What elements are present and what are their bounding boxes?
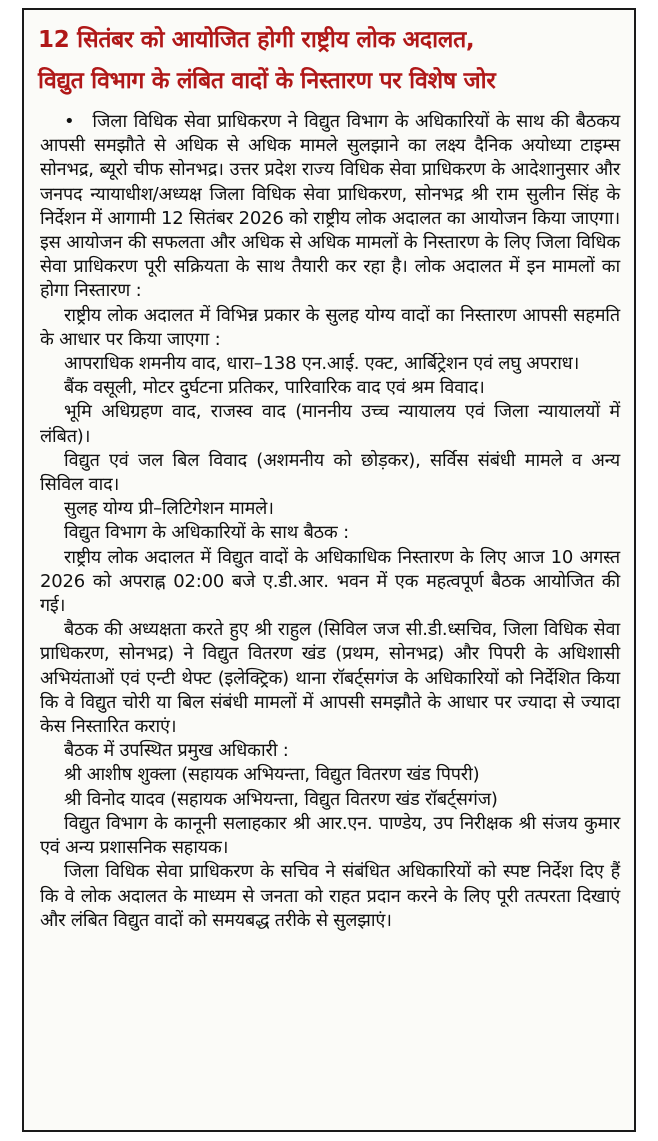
paragraph: भूमि अधिग्रहण वाद, राजस्व वाद (माननीय उच्च न्यायालय एवं जिला न्यायालयों में लंबित)। [40,401,620,447]
paragraph [40,110,620,304]
paragraph: विद्युत विभाग के अधिकारियों के साथ बैठक : [64,522,349,544]
article-body [24,106,634,933]
paragraph: बैठक में उपस्थित प्रमुख अधिकारी : [64,740,289,762]
paragraph: आपराधिक शमनीय वाद, धारा–138 एन.आई. एक्ट, आर्बिट्रेशन एवं लघु अपराध। [64,353,580,375]
paragraph: बैठक की अध्यक्षता करते हुए श्री राहुल (सिविल जज सी.डी.ध्सचिव, जिला विधिक सेवा प्राधिकरण, सोनभद्र) ने विद्युत वितरण खंड (प्रथम, सोनभद्र) और पिपरी के अधिशासी अभियंताओं एवं एन्टी थेफ्ट (इलेक्ट्रिक) थाना रॉबर्ट्सगंज के अधिकारियों को निर्देशित किया कि वे विद्युत चोरी या बिल संबंधी मामलों में आपसी समझौते के आधार पर ज्यादा से ज्यादा केस निस्तारित कराएं। [40,619,620,738]
paragraph: जिला विधिक सेवा प्राधिकरण के सचिव ने संबंधित अधिकारियों को स्पष्ट निर्देश दिए हैं कि वे लोक अदालत के माध्यम से जनता को राहत प्रदान करने के लिए पूरी तत्परता दिखाएं और लंबित विद्युत वादों को समयबद्ध तरीके से सुलझाएं। [40,861,620,931]
paragraph: राष्ट्रीय लोक अदालत में विभिन्न प्रकार के सुलह योग्य वादों का निस्तारण आपसी सहमति के आधार पर किया जाएगा : [40,304,620,350]
news-clipping [22,8,636,1132]
bullet: • [64,111,75,132]
paragraph: सुलह योग्य प्री–लिटिगेशन मामले। [64,498,274,520]
paragraph: श्री विनोद यादव (सहायक अभियन्ता, विद्युत वितरण खंड रॉबर्ट्सगंज) [64,788,498,810]
paragraph: विद्युत एवं जल बिल विवाद (अशमनीय को छोड़कर), सर्विस संबंधी मामले व अन्य सिविल वाद। [40,449,620,496]
paragraph-text: जिला विधिक सेवा प्राधिकरण ने विद्युत विभाग के अधिकारियों के साथ की बैठकय आपसी समझौते से अधिक से अधिक मामले सुलझाने का लक्ष्य दैनिक अयोध्या टाइम्स सोनभद्र, ब्यूरो चीफ सोनभद्र। उत्तर प्रदेश राज्य विधिक सेवा प्राधिकरण के आदेशानुसार और जनपद न्यायाधीश/अध्यक्ष जिला विधिक सेवा प्राधिकरण, सोनभद्र श्री राम सुलीन सिंह के निर्देशन में आगामी 12 सितंबर 2026 को राष्ट्रीय लोक अदालत का आयोजन किया जाएगा। इस आयोजन की सफलता और अधिक से अधिक मामलों के निस्तारण के लिए जिला विधिक सेवा प्राधिकरण पूरी सक्रियता के साथ तैयारी कर रहा है। लोक अदालत में इन मामलों का होगा निस्तारण : [40,111,620,302]
paragraph: श्री आशीष शुक्ला (सहायक अभियन्ता, विद्युत वितरण खंड पिपरी) [64,764,480,786]
headline [24,10,634,106]
paragraph: राष्ट्रीय लोक अदालत में विद्युत वादों के अधिकाधिक निस्तारण के लिए आज 10 अगस्त 2026 को अपराह्न 02:00 बजे ए.डी.आर. भवन में एक महत्वपूर्ण बैठक आयोजित की गई। [40,546,620,617]
paragraph: बैंक वसूली, मोटर दुर्घटना प्रतिकर, पारिवारिक वाद एवं श्रम विवाद। [64,377,485,399]
headline-line-2: विद्युत विभाग के लंबित वादों के निस्तारण पर विशेष जोर [38,68,496,94]
headline-line-1: 12 सितंबर को आयोजित होगी राष्ट्रीय लोक अदालत, [38,27,475,53]
paragraph: विद्युत विभाग के कानूनी सलाहकार श्री आर.एन. पाण्डेय, उप निरीक्षक श्री संजय कुमार एवं अन्य प्रशासनिक सहायक। [40,812,620,859]
